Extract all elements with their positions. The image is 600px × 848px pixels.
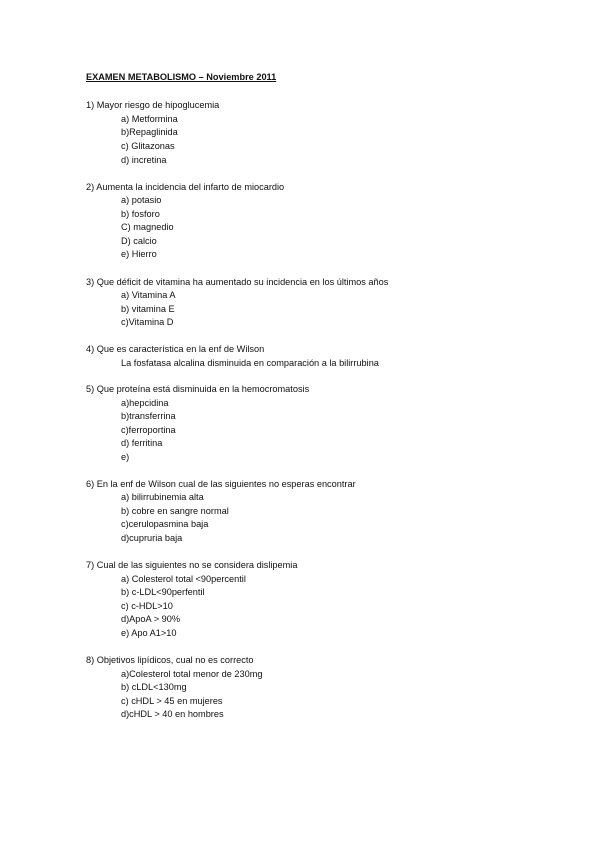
question-8-option-d: d)cHDL > 40 en hombres <box>121 709 224 719</box>
question-2-option-b: b) fosforo <box>121 209 160 219</box>
question-2-option-a: a) potasio <box>121 195 162 205</box>
question-3-option-b: b) vitamina E <box>121 304 175 314</box>
question-7-option-c: c) c-HDL>10 <box>121 601 173 611</box>
question-4-answer: La fosfatasa alcalina disminuida en comparación a la bilirrubina <box>121 358 379 368</box>
question-5-option-d: d) ferritina <box>121 438 163 448</box>
question-5-option-a: a)hepcidina <box>121 398 169 408</box>
question-8: 8) Objetivos lipídicos, cual no es correcto <box>86 655 254 665</box>
question-2: 2) Aumenta la incidencia del infarto de miocardio <box>86 182 285 192</box>
question-1: 1) Mayor riesgo de hipoglucemia <box>86 100 220 110</box>
question-4: 4) Que es característica en la enf de Wilson <box>86 344 265 354</box>
question-6-option-b: b) cobre en sangre normal <box>121 506 229 516</box>
question-1-option-b: b)Repaglinida <box>121 127 178 137</box>
question-7: 7) Cual de las siguientes no se considera dislipemia <box>86 560 298 570</box>
question-6-option-d: d)cupruria baja <box>121 533 183 543</box>
question-7-option-d: d)ApoA > 90% <box>121 614 180 624</box>
question-8-option-a: a)Colesterol total menor de 230mg <box>121 669 263 679</box>
question-5-option-c: c)ferroportina <box>121 425 176 435</box>
question-6-option-c: c)cerulopasmina baja <box>121 519 209 529</box>
question-5-option-e: e) <box>121 452 130 462</box>
question-1-option-d: d) incretina <box>121 155 167 165</box>
question-7-option-e: e) Apo A1>10 <box>121 628 177 638</box>
question-3-option-a: a) Vitamina A <box>121 290 176 300</box>
question-2-option-d: D) calcio <box>121 236 157 246</box>
question-6-option-a: a) bilirrubinemia alta <box>121 492 204 502</box>
question-2-option-c: C) magnedio <box>121 222 174 232</box>
question-3-option-c: c)Vitamina D <box>121 317 174 327</box>
question-7-option-a: a) Colesterol total <90percentil <box>121 574 246 584</box>
question-5: 5) Que proteína está disminuida en la hemocromatosis <box>86 384 310 394</box>
question-3: 3) Que déficit de vitamina ha aumentado su incidencia en los últimos años <box>86 277 389 287</box>
question-7-option-b: b) c-LDL<90perfentil <box>121 587 205 597</box>
question-8-option-b: b) cLDL<130mg <box>121 682 187 692</box>
question-1-option-a: a) Metformina <box>121 114 178 124</box>
question-8-option-c: c) cHDL > 45 en mujeres <box>121 696 223 706</box>
exam-title: EXAMEN METABOLISMO – Noviembre 2011 <box>86 72 277 82</box>
question-2-option-e: e) Hierro <box>121 249 157 259</box>
question-5-option-b: b)transferrina <box>121 411 176 421</box>
question-1-option-c: c) Glitazonas <box>121 141 175 151</box>
question-6: 6) En la enf de Wilson cual de las siguientes no esperas encontrar <box>86 479 356 489</box>
